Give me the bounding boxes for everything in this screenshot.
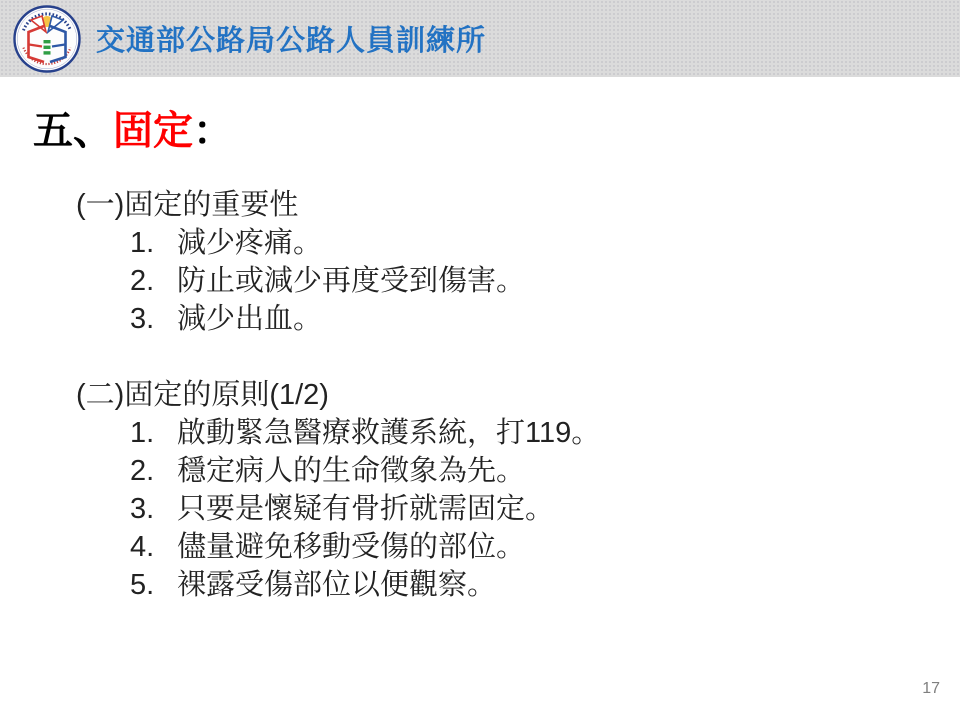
list-item-text: 啟動緊急醫療救護系統，打119。 xyxy=(177,417,601,449)
section-heading: (一)固定的重要性 xyxy=(76,189,299,221)
header-bar xyxy=(0,0,960,77)
list-item xyxy=(130,224,600,262)
list-item-number: 2. xyxy=(130,455,155,487)
list-item-text: 減少疼痛。 xyxy=(177,227,323,259)
header-org-title: 交通部公路局公路人員訓練所 xyxy=(96,25,487,57)
section-importance xyxy=(76,186,600,338)
list-item xyxy=(130,566,600,604)
slide-title-highlight: 固定 xyxy=(113,109,193,153)
section-heading: (二)固定的原則(1/2) xyxy=(76,379,329,411)
list-item-number: 1. xyxy=(130,227,155,259)
list-item xyxy=(130,528,600,566)
list-item-text: 穩定病人的生命徵象為先。 xyxy=(177,455,526,487)
list-item-text: 裸露受傷部位以便觀察。 xyxy=(177,569,497,601)
page-number: 17 xyxy=(922,680,940,697)
list-item-number: 5. xyxy=(130,569,155,601)
list-item-text: 只要是懷疑有骨折就需固定。 xyxy=(177,493,555,525)
training-institute-emblem-icon xyxy=(13,5,81,73)
section-principles xyxy=(76,376,600,604)
principles-list xyxy=(76,414,600,604)
list-item-number: 4. xyxy=(130,531,155,563)
list-item xyxy=(130,490,600,528)
slide-body xyxy=(76,186,600,604)
slide-title-colon: ： xyxy=(193,109,233,153)
list-item-number: 3. xyxy=(130,493,155,525)
slide-title xyxy=(33,106,233,156)
importance-list xyxy=(76,224,600,338)
list-item-number: 1. xyxy=(130,417,155,449)
list-item-number: 2. xyxy=(130,265,155,297)
list-item-number: 3. xyxy=(130,303,155,335)
list-item-text: 防止或減少再度受到傷害。 xyxy=(177,265,526,297)
list-item xyxy=(130,414,600,452)
slide-title-prefix: 五、 xyxy=(33,109,113,153)
list-item-text: 減少出血。 xyxy=(177,303,323,335)
list-item xyxy=(130,300,600,338)
list-item xyxy=(130,262,600,300)
list-item-text: 儘量避免移動受傷的部位。 xyxy=(177,531,526,563)
list-item xyxy=(130,452,600,490)
